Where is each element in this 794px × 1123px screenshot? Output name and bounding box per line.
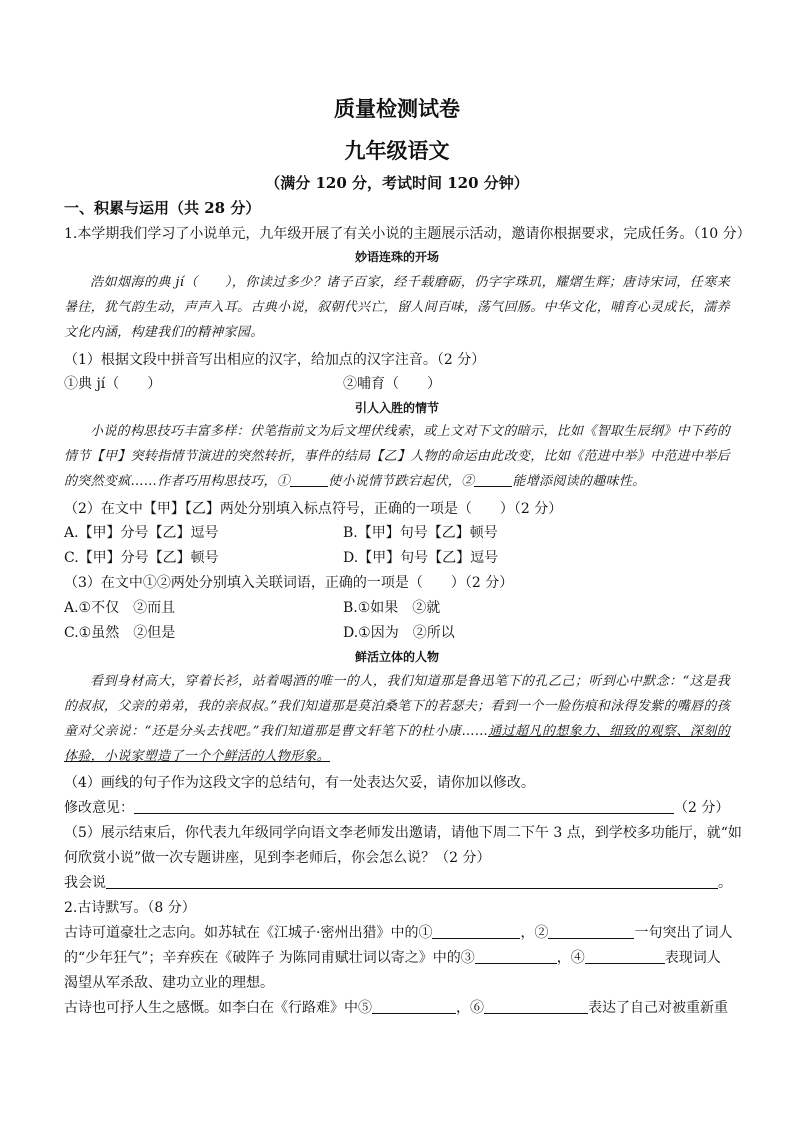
q1-4-answer-line[interactable] (134, 799, 674, 814)
q2-line-3: 渴望从军杀敌、建功立业的理想。 (64, 975, 274, 991)
q1-4-prompt: （4）画线的句子作为这段文字的总结句，有一处表达欠妥，请你加以修改。 (64, 775, 535, 791)
q2-intro: 2.古诗默写。（8 分） (64, 900, 196, 916)
q2-line-4-text-c: 表达了自己对被重新重 (588, 1000, 728, 1016)
poem-blank-3[interactable] (475, 949, 557, 964)
q1-3-prompt: （3）在文中①②两处分别填入关联词语，正确的一项是（ ）（2 分） (64, 575, 514, 591)
passage-plot-part-c: 能增添阅读的趣味性。 (512, 474, 646, 489)
q1-3-option-b[interactable]: B.①如果 ②就 (343, 600, 441, 616)
passage-characters-text: 看到身材高大，穿着长衫，站着喝酒的唯一的人，我们知道那是鲁迅笔下的孔乙己；听到心中默念：“这是我的叔叔，父亲的弟弟，我的亲叔叔。”我们知道那是莫泊桑笔下的若瑟夫；看到一个一脸伤痕和泳得发紫的嘴唇的孩童对父亲说：“还是分头去找吧。”我们知道那是曹文轩笔下的杜小康…… (64, 674, 730, 739)
q1-4-score: （2 分） (674, 800, 730, 816)
q2-line-2-text-c: 表现词人 (664, 950, 721, 966)
section-heading: 一、积累与运用（共 28 分） (64, 199, 261, 217)
passage-plot-part-a: 小说的构思技巧丰富多样：伏笔指前文为后文埋伏线索，或上文对下文的暗示，比如《智取生辰纲》中下药的情节【甲】突转指情节演进的突然转折，事件的结局【乙】人物的命运由此改变，比如《范进中举》中范进中举后的突然变疯……作者巧用构思技巧，① (64, 424, 730, 489)
q1-2-option-d[interactable]: D.【甲】句号【乙】逗号 (343, 550, 499, 566)
q1-intro: 1.本学期我们学习了小说单元，九年级开展了有关小说的主题展示活动，邀请你根据要求，完成任务。（10 分） (64, 226, 751, 242)
subsection-title-characters: 鲜活立体的人物 (354, 650, 439, 664)
q1-5-answer-row (64, 874, 732, 892)
q1-1-prompt: （1）根据文段中拼音写出相应的汉字，给加点的汉字注音。（2 分） (64, 352, 486, 368)
q1-5-answer-line[interactable] (106, 874, 718, 889)
q1-2-option-a[interactable]: A.【甲】分号【乙】逗号 (64, 525, 219, 541)
poem-blank-5[interactable] (372, 999, 456, 1014)
exam-title: 质量检测试卷 (334, 96, 460, 121)
subsection-title-opening: 妙语连珠的开场 (354, 250, 439, 264)
q1-2-prompt: （2）在文中【甲】【乙】两处分别填入标点符号，正确的一项是（ ）（2 分） (64, 501, 563, 517)
passage-plot (64, 419, 730, 494)
poem-blank-2[interactable] (548, 924, 634, 939)
q1-2-option-b[interactable]: B.【甲】句号【乙】顿号 (343, 525, 498, 541)
passage-characters (64, 669, 730, 769)
q1-5-prompt-line2: 何欣赏小说”做一次专题讲座，见到李老师后，你会怎么说？（2 分） (64, 850, 491, 866)
poem-blank-1[interactable] (432, 924, 520, 939)
q1-4-answer-row (64, 799, 729, 817)
q2-line-2-text-b: ，④ (556, 950, 585, 966)
q2-line-4-text-b: ，⑥ (456, 1000, 484, 1016)
q1-5-prompt-line1: （5）展示结束后，你代表九年级同学向语文李老师发出邀请，请他下周二下午 3 点，到学校多功能厅，就“如 (64, 825, 742, 841)
q1-1-answer-a: ①典 jí（ ） (64, 376, 162, 392)
q2-line-2-text-a: 的“少年狂气”；辛弃疾在《破阵子 为陈同甫赋壮词以寄之》中的③ (64, 950, 475, 966)
q1-3-option-c[interactable]: C.①虽然 ②但是 (64, 625, 176, 641)
blank-1[interactable] (290, 472, 328, 487)
q2-line-1-text-a: 古诗可道豪壮之志向。如苏轼在《江城子·密州出猎》中的① (64, 925, 433, 941)
underlined-sentence: 通过超凡的想象力、细致的观察、深刻的体验，小说家塑造了一个个鲜活的人物形象。 (64, 724, 730, 764)
q1-5-end: 。 (718, 875, 732, 891)
q2-line-2 (64, 949, 721, 967)
q2-line-4-text-a: 古诗也可抒人生之感慨。如李白在《行路难》中⑤ (64, 1000, 372, 1016)
q2-line-4 (64, 999, 728, 1017)
passage-plot-part-b: 使小说情节跌宕起伏，② (328, 474, 475, 489)
q1-2-option-c[interactable]: C.【甲】分号【乙】顿号 (64, 550, 219, 566)
q2-line-1 (64, 924, 732, 942)
q1-1-answer-b: ②哺育（ ） (343, 376, 441, 392)
q1-3-option-d[interactable]: D.①因为 ②所以 (343, 625, 455, 641)
exam-subtitle: 九年级语文 (344, 138, 450, 163)
q2-line-1-text-b: ，② (520, 925, 549, 941)
poem-blank-4[interactable] (585, 949, 665, 964)
poem-blank-6[interactable] (484, 999, 588, 1014)
blank-2[interactable] (474, 472, 512, 487)
q1-5-label: 我会说 (64, 875, 106, 891)
exam-note: （满分 120 分，考试时间 120 分钟） (265, 174, 529, 192)
q1-4-label: 修改意见： (64, 800, 134, 816)
q2-line-1-text-c: 一句突出了词人 (634, 925, 733, 941)
q1-3-option-a[interactable]: A.①不仅 ②而且 (64, 600, 176, 616)
subsection-title-plot: 引人入胜的情节 (354, 401, 439, 415)
passage-opening: 浩如烟海的典 jí（ ），你读过多少？诸子百家，经千载磨砺，仍字字珠玑，耀熠生辉；唐诗宋词，任寒来暑往，犹气韵生动，声声入耳。古典小说，叙朝代兴亡，留人间百味，荡气回肠。中华文化，哺育心灵成长，濡养文化内涵，构建我们的精神家园。 (64, 275, 730, 340)
